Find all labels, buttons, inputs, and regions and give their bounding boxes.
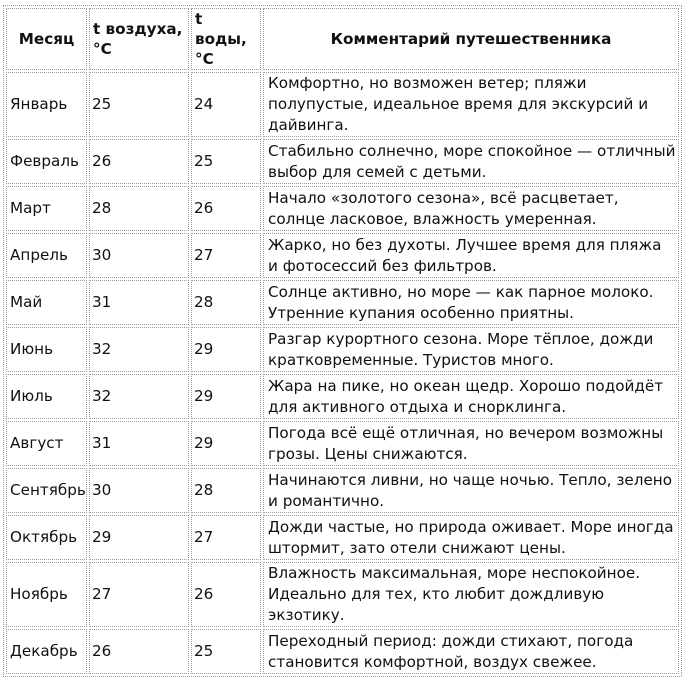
table-row bbox=[6, 327, 679, 372]
month-cell: Апрель bbox=[6, 233, 87, 278]
comment-cell: Комфортно, но возможен ветер; пляжи полупустые, идеальное время для экскурсий и дайвинга. bbox=[263, 72, 679, 137]
table-row bbox=[6, 186, 679, 231]
air-temp-cell: 25 bbox=[89, 72, 189, 137]
water-temp-cell: 24 bbox=[191, 72, 261, 137]
comment-cell: Погода всё ещё отличная, но вечером возможны грозы. Цены снижаются. bbox=[263, 421, 679, 466]
table-row bbox=[6, 468, 679, 513]
climate-table-container bbox=[3, 5, 682, 677]
month-cell: Февраль bbox=[6, 139, 87, 184]
table-row bbox=[6, 374, 679, 419]
header-month: Месяц bbox=[6, 8, 87, 70]
table-row bbox=[6, 629, 679, 674]
comment-cell: Начало «золотого сезона», всё расцветает, солнце ласковое, влажность умеренная. bbox=[263, 186, 679, 231]
table-row bbox=[6, 515, 679, 560]
water-temp-cell: 25 bbox=[191, 629, 261, 674]
month-cell: Август bbox=[6, 421, 87, 466]
air-temp-cell: 32 bbox=[89, 327, 189, 372]
air-temp-cell: 31 bbox=[89, 280, 189, 325]
air-temp-cell: 27 bbox=[89, 562, 189, 627]
month-cell: Октябрь bbox=[6, 515, 87, 560]
water-temp-cell: 26 bbox=[191, 186, 261, 231]
comment-cell: Начинаются ливни, но чаще ночью. Тепло, зелено и романтично. bbox=[263, 468, 679, 513]
month-cell: Июнь bbox=[6, 327, 87, 372]
comment-cell: Солнце активно, но море — как парное молоко. Утренние купания особенно приятны. bbox=[263, 280, 679, 325]
water-temp-cell: 29 bbox=[191, 327, 261, 372]
water-temp-cell: 25 bbox=[191, 139, 261, 184]
month-cell: Декабрь bbox=[6, 629, 87, 674]
table-row bbox=[6, 421, 679, 466]
comment-cell: Жара на пике, но океан щедр. Хорошо подойдёт для активного отдыха и снорклинга. bbox=[263, 374, 679, 419]
air-temp-cell: 26 bbox=[89, 629, 189, 674]
water-temp-cell: 29 bbox=[191, 374, 261, 419]
table-row bbox=[6, 280, 679, 325]
comment-cell: Разгар курортного сезона. Море тёплое, дожди кратковременные. Туристов много. bbox=[263, 327, 679, 372]
table-row bbox=[6, 562, 679, 627]
water-temp-cell: 28 bbox=[191, 280, 261, 325]
month-cell: Июль bbox=[6, 374, 87, 419]
water-temp-cell: 27 bbox=[191, 233, 261, 278]
header-comment: Комментарий путешественника bbox=[263, 8, 679, 70]
header-air-temp: t воздуха, °C bbox=[89, 8, 189, 70]
table-row bbox=[6, 139, 679, 184]
comment-cell: Переходный период: дожди стихают, погода становится комфортной, воздух свежее. bbox=[263, 629, 679, 674]
air-temp-cell: 26 bbox=[89, 139, 189, 184]
month-cell: Ноябрь bbox=[6, 562, 87, 627]
header-water-temp: t воды, °C bbox=[191, 8, 261, 70]
air-temp-cell: 30 bbox=[89, 233, 189, 278]
month-cell: Сентябрь bbox=[6, 468, 87, 513]
water-temp-cell: 29 bbox=[191, 421, 261, 466]
climate-table bbox=[3, 5, 682, 677]
header-row bbox=[6, 8, 679, 70]
air-temp-cell: 30 bbox=[89, 468, 189, 513]
table-row bbox=[6, 72, 679, 137]
comment-cell: Дожди частые, но природа оживает. Море иногда штормит, зато отели снижают цены. bbox=[263, 515, 679, 560]
comment-cell: Влажность максимальная, море неспокойное. Идеально для тех, кто любит дождливую экзотику. bbox=[263, 562, 679, 627]
month-cell: Январь bbox=[6, 72, 87, 137]
comment-cell: Жарко, но без духоты. Лучшее время для пляжа и фотосессий без фильтров. bbox=[263, 233, 679, 278]
air-temp-cell: 29 bbox=[89, 515, 189, 560]
water-temp-cell: 27 bbox=[191, 515, 261, 560]
air-temp-cell: 32 bbox=[89, 374, 189, 419]
air-temp-cell: 31 bbox=[89, 421, 189, 466]
water-temp-cell: 28 bbox=[191, 468, 261, 513]
month-cell: Март bbox=[6, 186, 87, 231]
table-row bbox=[6, 233, 679, 278]
comment-cell: Стабильно солнечно, море спокойное — отличный выбор для семей с детьми. bbox=[263, 139, 679, 184]
water-temp-cell: 26 bbox=[191, 562, 261, 627]
month-cell: Май bbox=[6, 280, 87, 325]
air-temp-cell: 28 bbox=[89, 186, 189, 231]
